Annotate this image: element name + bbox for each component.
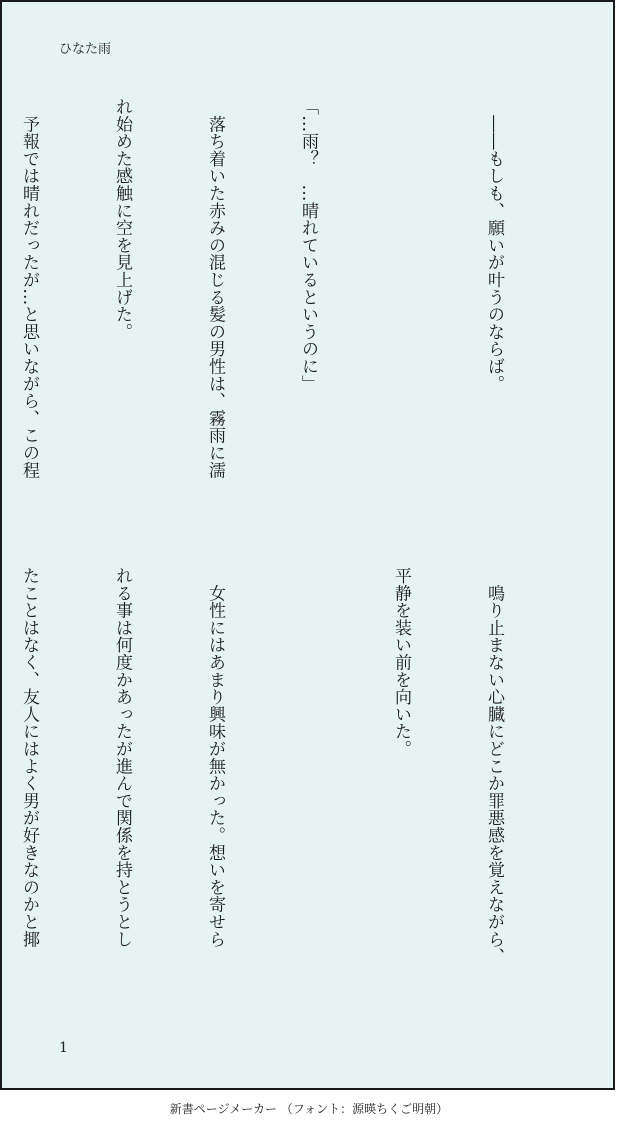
text-line: ――もしも、願いが叶うのならば。 — [484, 98, 504, 393]
upper-text-block — [0, 98, 571, 528]
text-line: れる事は何度かあったが進んで関係を持とうとし — [112, 567, 132, 948]
text-line: れ始めた感触に空を見上げた。 — [112, 98, 132, 341]
page-number: 1 — [59, 1040, 68, 1056]
book-title: ひなた雨 — [59, 42, 112, 57]
text-line: 鳴り止まない心臓にどこか罪悪感を覚えながら、 — [484, 567, 504, 965]
text-line — [385, 98, 416, 528]
text-line: 平静を装い前を向いた。 — [391, 567, 411, 758]
text-line: 予報では晴れだったが…と思いながら、この程 — [19, 98, 39, 479]
footer-caption: 新書ページメーカー （フォント：源暎ちくご明朝） — [169, 1102, 449, 1116]
lower-text-block — [0, 567, 571, 997]
text-line: 女性にはあまり興味が無かった。想いを寄せら — [205, 567, 225, 948]
text-line: 「…雨？ …晴れているというのに」 — [298, 98, 318, 393]
text-line — [292, 567, 323, 997]
text-line: たことはなく、友人にはよく男が好きなのかと揶 — [19, 567, 39, 948]
text-line: 落ち着いた赤みの混じる髪の男性は、霧雨に濡 — [205, 98, 225, 479]
